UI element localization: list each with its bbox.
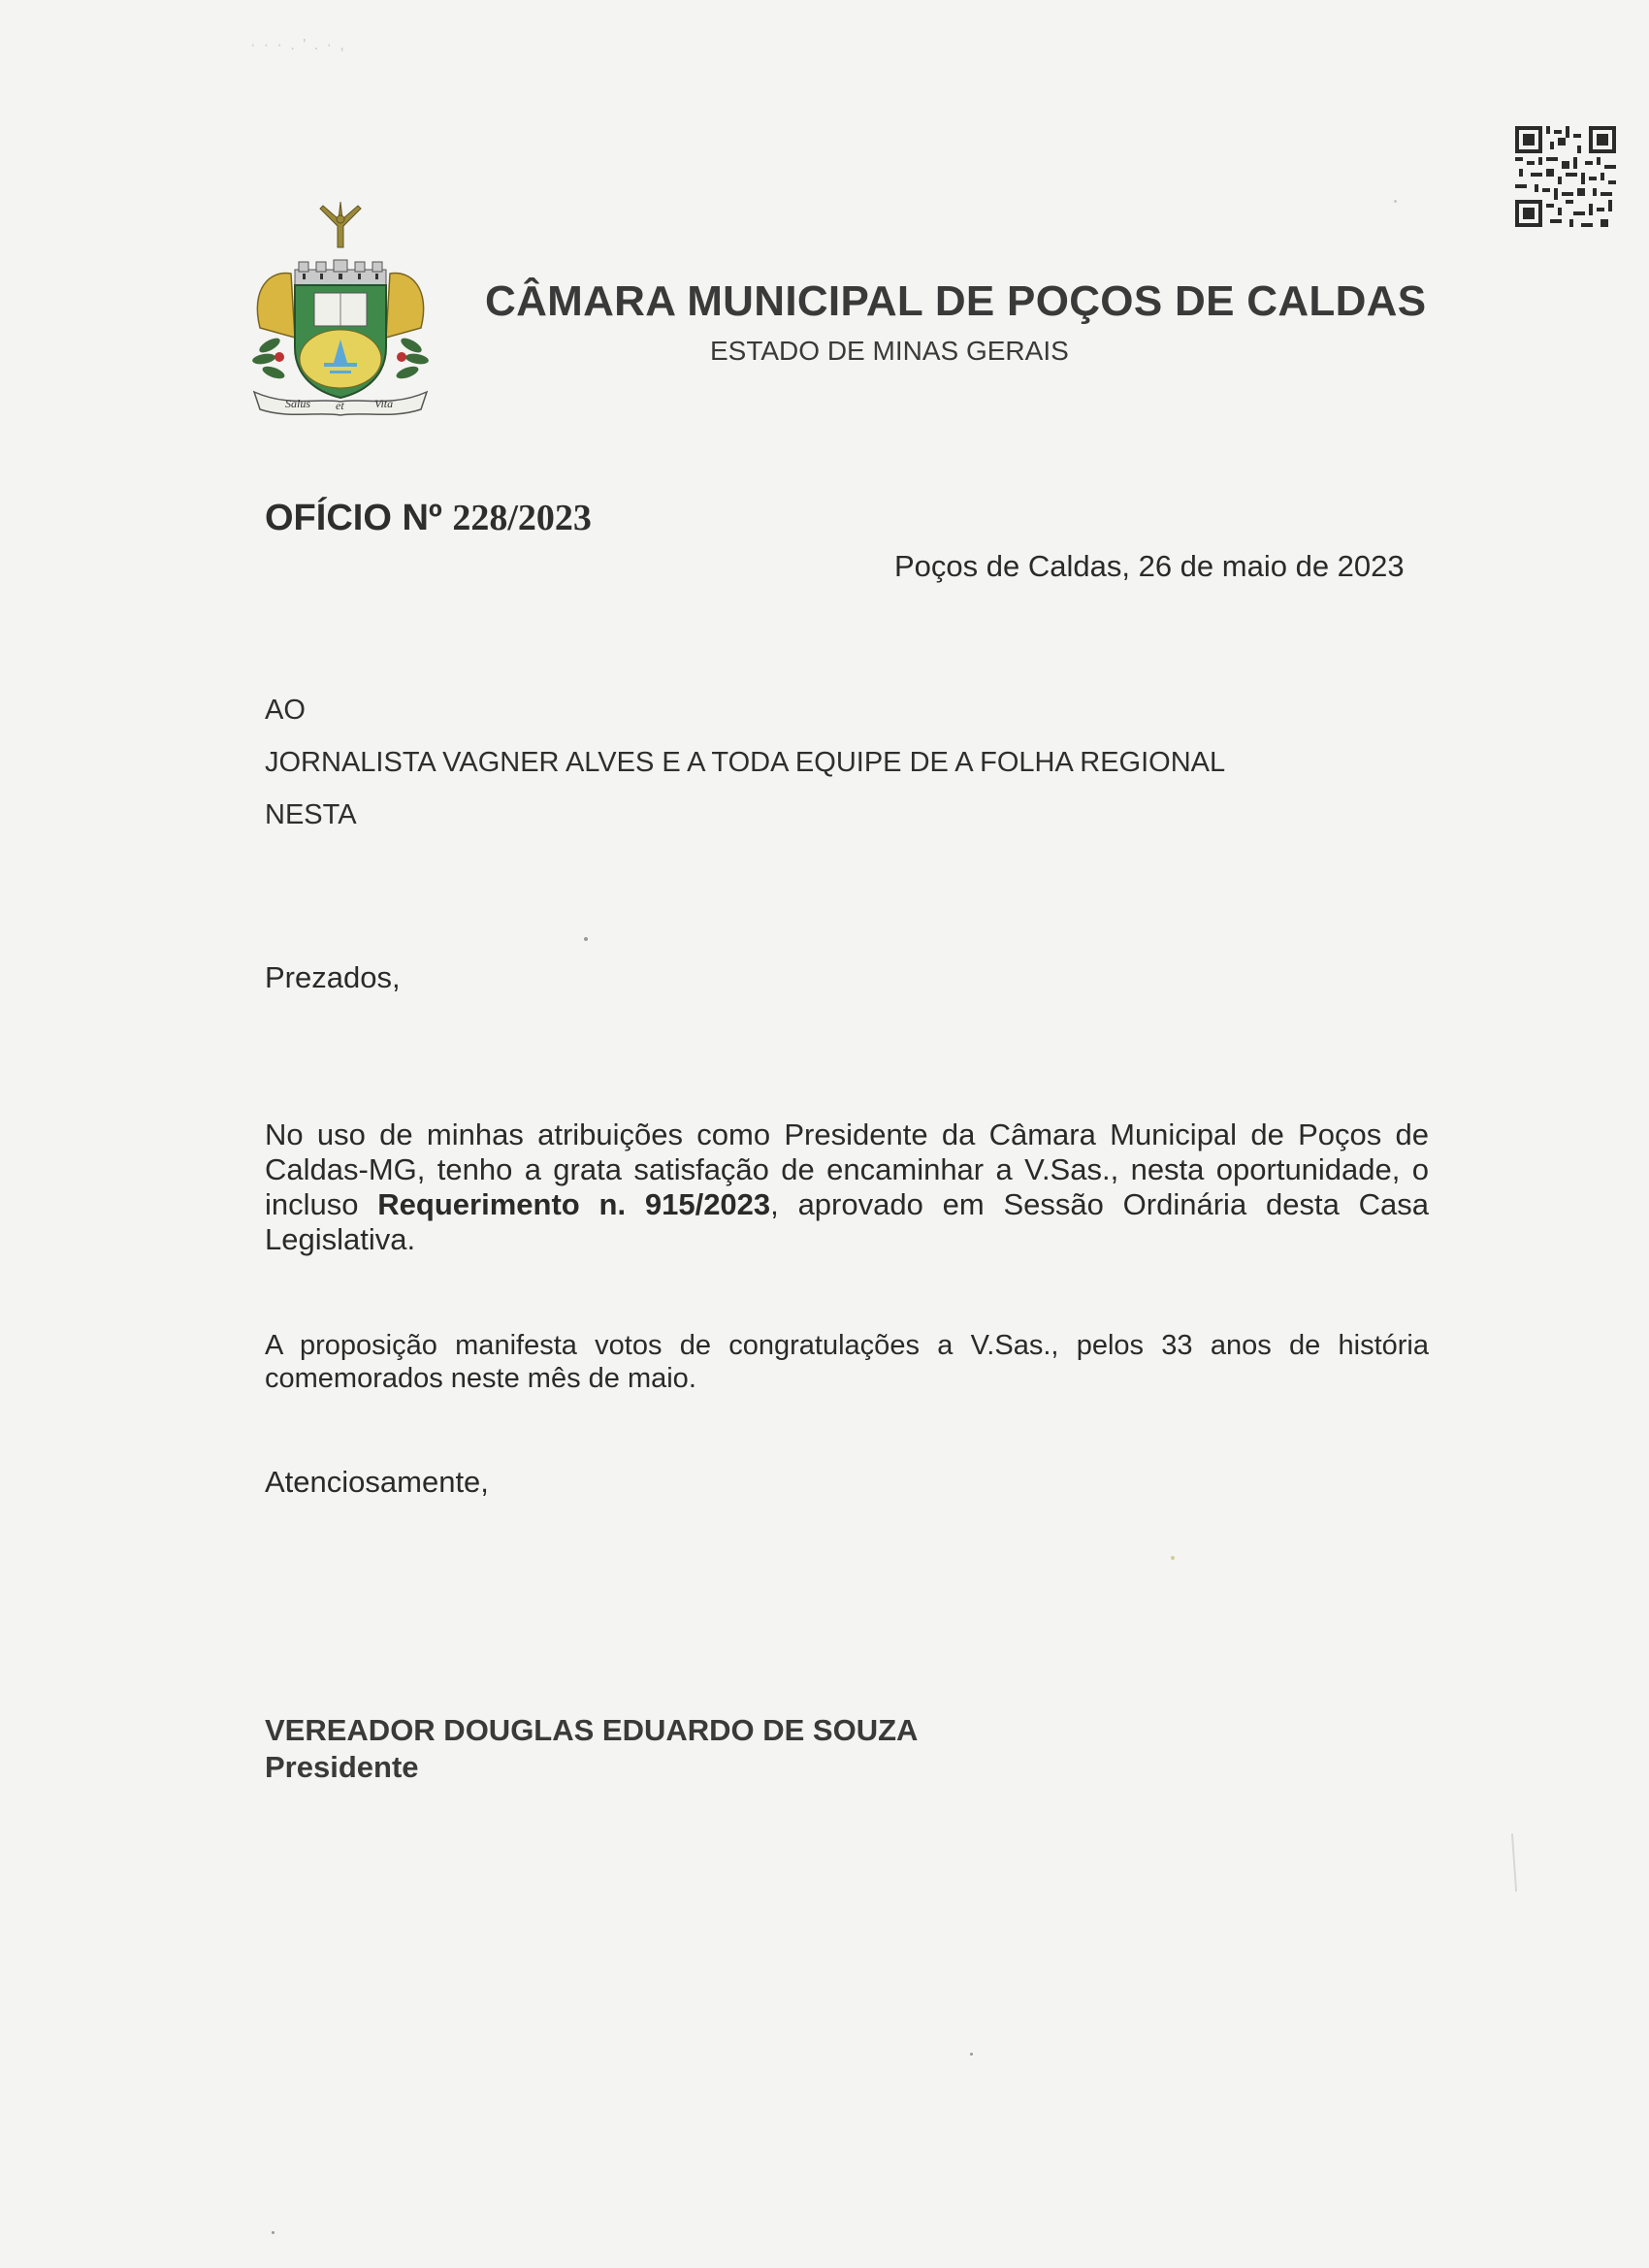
- requerimento-reference: Requerimento n. 915/2023: [377, 1187, 771, 1221]
- scan-speck: [584, 937, 588, 941]
- recipient-line-3: NESTA: [265, 799, 357, 830]
- oficio-heading: [265, 497, 592, 539]
- recipient-line-2: JORNALISTA VAGNER ALVES E A TODA EQUIPE DE A FOLHA REGIONAL: [265, 747, 1226, 778]
- institution-title: CÂMARA MUNICIPAL DE POÇOS DE CALDAS: [485, 277, 1427, 325]
- qr-code-icon: [1515, 126, 1616, 227]
- place-date: Poços de Caldas, 26 de maio de 2023: [894, 549, 1405, 583]
- crest-motto-3: Vita: [374, 397, 394, 410]
- scan-speck: [1394, 200, 1397, 203]
- scan-artifact: · · · . ' . · ,: [250, 37, 346, 53]
- recipient-line-1: AO: [265, 695, 306, 726]
- scan-speck: [1171, 1556, 1175, 1560]
- body-paragraph-1: [265, 1118, 1429, 1257]
- oficio-label: OFÍCIO Nº: [265, 498, 442, 538]
- institution-subtitle: ESTADO DE MINAS GERAIS: [710, 336, 1069, 366]
- signatory-name: VEREADOR DOUGLAS EDUARDO DE SOUZA: [265, 1713, 919, 1747]
- scan-scratch: [1511, 1833, 1517, 1892]
- paragraph-1-text-b: , aprovado em Sessão Ordinária desta Casa Legislativa.: [265, 1187, 1429, 1256]
- coat-of-arms-icon: [241, 192, 440, 421]
- signatory-role: Presidente: [265, 1750, 419, 1784]
- closing: Atenciosamente,: [265, 1465, 489, 1499]
- paragraph-1-text-a: No uso de minhas atribuições como Presidente da Câmara Municipal de Poços de Caldas-MG, tenho a grata satisfação de encaminhar a V.Sas., nesta oportunidade, o incluso: [265, 1118, 1429, 1221]
- scan-speck: [272, 2231, 275, 2234]
- crest-motto-1: Salus: [285, 397, 311, 410]
- body-paragraph-2: A proposição manifesta votos de congratulações a V.Sas., pelos 33 anos de história comemorados neste mês de maio.: [265, 1330, 1429, 1394]
- greeting: Prezados,: [265, 960, 401, 994]
- scan-speck: [970, 2053, 973, 2056]
- oficio-number: 228/2023: [452, 498, 592, 538]
- crest-motto-2: et: [336, 399, 344, 412]
